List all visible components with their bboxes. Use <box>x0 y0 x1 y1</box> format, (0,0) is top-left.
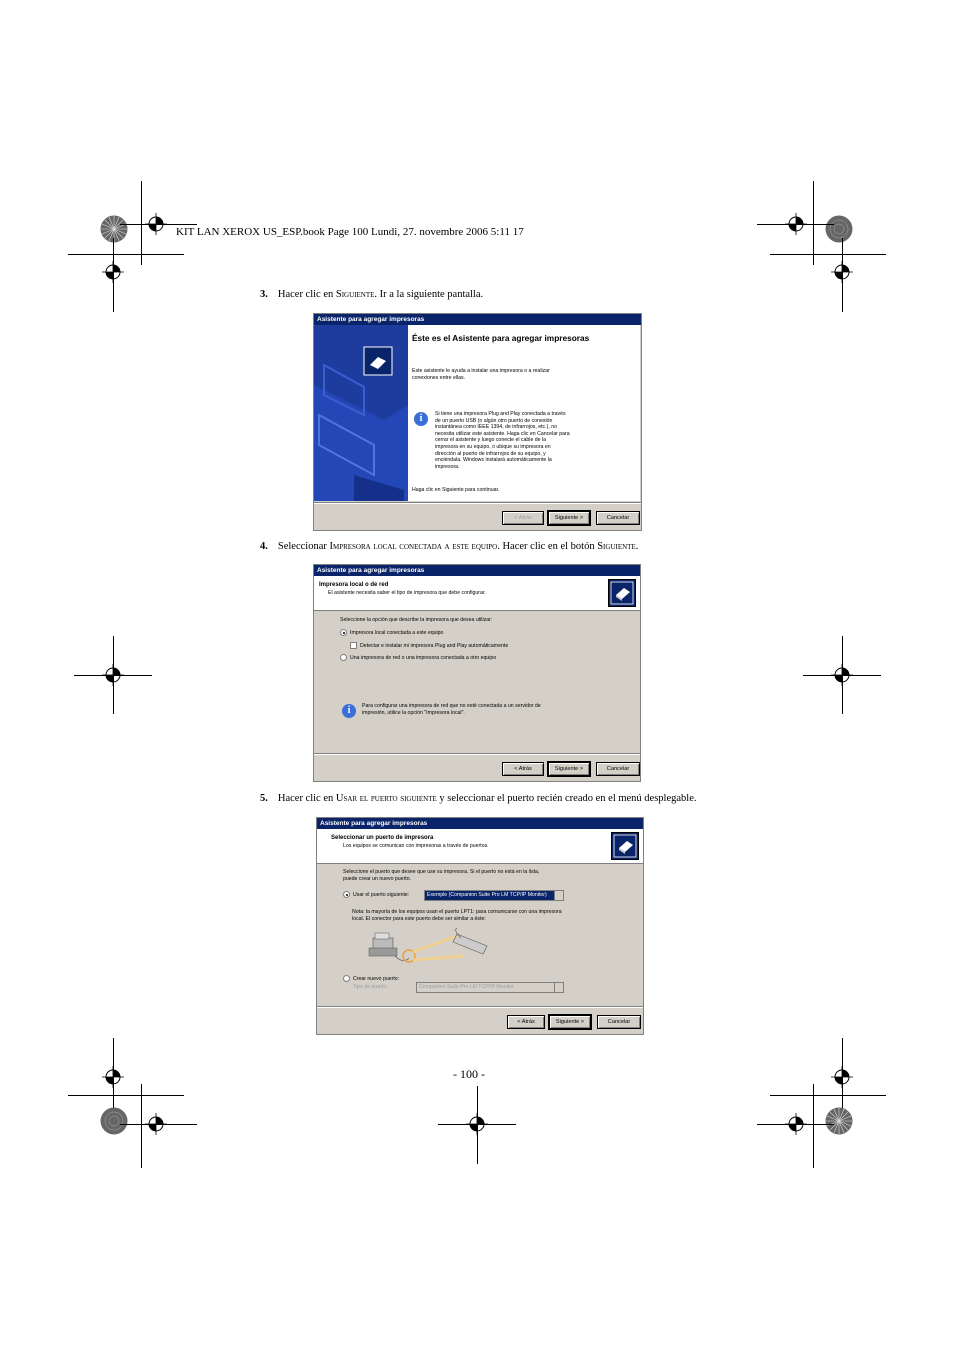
step-number: 5. <box>260 793 268 804</box>
ui-term: Usar el puerto siguiente <box>335 793 437 804</box>
network-info-text: Para configurar una impresora de red que no esté conectada a un servidor de impresión, utilice la opción "Impresora local". <box>362 703 541 716</box>
registration-mark <box>785 213 807 235</box>
next-button[interactable]: Siguiente > <box>548 762 590 776</box>
dialog-header <box>314 576 640 611</box>
checkbox-detect-pnp[interactable]: Detectar e instalar mi impresora Plug and Play automáticamente <box>350 642 610 649</box>
wizard-local-network-dialog <box>313 564 641 782</box>
info-icon: i <box>414 412 428 426</box>
lpt-connector-illustration <box>365 928 505 972</box>
wizard-port-dialog <box>316 817 644 1035</box>
ui-term: Impresora local conectada a este equipo <box>329 541 498 552</box>
radio-use-port[interactable]: Usar el puerto siguiente: <box>343 891 423 898</box>
dialog-title: Asistente para agregar impresoras <box>314 565 640 576</box>
cancel-button[interactable]: Cancelar <box>596 762 640 776</box>
sunburst-mark <box>100 1107 128 1135</box>
lpt-note: Nota: la mayoría de los equipos usan el puerto LPT1: para comunicarse con una impresora local. El conector para este puerto debe ser similar a éste: <box>352 909 562 922</box>
sunburst-mark <box>825 1107 853 1135</box>
wizard-welcome-dialog <box>313 313 642 531</box>
registration-mark <box>102 1066 124 1088</box>
registration-mark <box>831 1066 853 1088</box>
info-icon: i <box>342 704 356 718</box>
step-heading: Seleccionar un puerto de impresora <box>331 835 434 841</box>
back-button[interactable]: < Atrás <box>507 1015 545 1029</box>
step-number: 3. <box>260 289 268 300</box>
registration-mark <box>145 213 167 235</box>
cancel-button[interactable]: Cancelar <box>597 1015 641 1029</box>
ui-term: Siguiente <box>597 541 636 552</box>
radio-create-port[interactable]: Crear nuevo puerto: <box>343 975 423 982</box>
wizard-heading: Éste es el Asistente para agregar impresoras <box>412 333 590 343</box>
wizard-side-image <box>314 325 408 501</box>
radio-local-printer[interactable]: Impresora local conectada a este equipo <box>340 629 600 636</box>
step-subheading: El asistente necesita saber el tipo de impresora que debe configurar. <box>328 590 486 596</box>
printer-icon <box>608 579 636 607</box>
registration-mark <box>102 261 124 283</box>
registration-mark <box>831 261 853 283</box>
printer-icon <box>611 832 639 860</box>
radio-button[interactable] <box>340 654 347 661</box>
dialog-title: Asistente para agregar impresoras <box>317 818 643 829</box>
step-5: 5. Hacer clic en Usar el puerto siguiente y seleccionar el puerto recién creado en el menú desplegable. <box>260 793 697 804</box>
registration-mark <box>102 664 124 686</box>
page-number: - 100 - <box>453 1067 485 1081</box>
registration-mark <box>785 1113 807 1135</box>
back-button[interactable]: < Atrás <box>502 762 544 776</box>
sunburst-mark <box>100 215 128 243</box>
wizard-info-text: Si tiene una impresora Plug and Play conectada a través de un puerto USB (o algún otro puerto de conexión instantánea como IEEE 1394, de infrarrojos, etc.), no necesita utilizar este asistente. Haga clic en Cancelar para cerrar el asistente y luego conecte el cable de la impresora en su equipo, o ubique su impresora en dirección al puerto de infrarrojos de su equipo, y enciéndala. Windows instalará automáticamente la impresora. <box>435 411 570 470</box>
port-type-dropdown[interactable]: Companion Suite Pro LM TCP/IP Monitor <box>416 982 564 993</box>
radio-network-printer[interactable]: Una impresora de red o una impresora conectada a otro equipo <box>340 654 600 661</box>
wizard-continue-text: Haga clic en Siguiente para continuar. <box>412 487 500 493</box>
step-number: 4. <box>260 541 268 552</box>
back-button[interactable]: < Atrás <box>502 511 544 525</box>
registration-mark <box>466 1113 488 1135</box>
port-type-label: Tipo de puerto: <box>353 984 388 990</box>
book-header: KIT LAN XEROX US_ESP.book Page 100 Lundi, 27. novembre 2006 5:11 17 <box>176 226 524 238</box>
next-button[interactable]: Siguiente > <box>549 1015 591 1029</box>
next-button[interactable]: Siguiente > <box>548 511 590 525</box>
selection-prompt: Seleccione la opción que describe la impresora que desea utilizar: <box>340 617 493 623</box>
registration-mark <box>145 1113 167 1135</box>
radio-button[interactable] <box>343 891 350 898</box>
step-3: 3. Hacer clic en Siguiente. Ir a la siguiente pantalla. <box>260 289 484 300</box>
dialog-title: Asistente para agregar impresoras <box>314 314 641 325</box>
dialog-header <box>317 829 643 864</box>
wizard-intro: Este asistente le ayuda a instalar una impresora o a realizar conexiones entre ellas. <box>412 368 550 381</box>
registration-mark <box>831 664 853 686</box>
wizard-content <box>408 325 640 501</box>
sunburst-mark <box>825 215 853 243</box>
port-dropdown[interactable]: Exemple (Companion Suite Pro LM TCP/IP Monitor) <box>424 890 564 901</box>
radio-button[interactable] <box>343 975 350 982</box>
checkbox[interactable] <box>350 642 357 649</box>
step-subheading: Los equipos se comunican con impresoras a través de puertos. <box>343 843 489 849</box>
chevron-down-icon <box>554 891 563 900</box>
ui-term: Siguiente <box>335 289 375 300</box>
step-4: 4. Seleccionar Impresora local conectada a este equipo. Hacer clic en el botón Siguiente. <box>260 541 639 552</box>
radio-button[interactable] <box>340 629 347 636</box>
cancel-button[interactable]: Cancelar <box>596 511 640 525</box>
step-heading: Impresora local o de red <box>319 582 389 588</box>
chevron-down-icon <box>554 983 563 992</box>
port-prompt: Seleccione el puerto que desee que use su impresora. Si el puerto no está en la lista, puede crear un nuevo puerto. <box>343 869 540 882</box>
